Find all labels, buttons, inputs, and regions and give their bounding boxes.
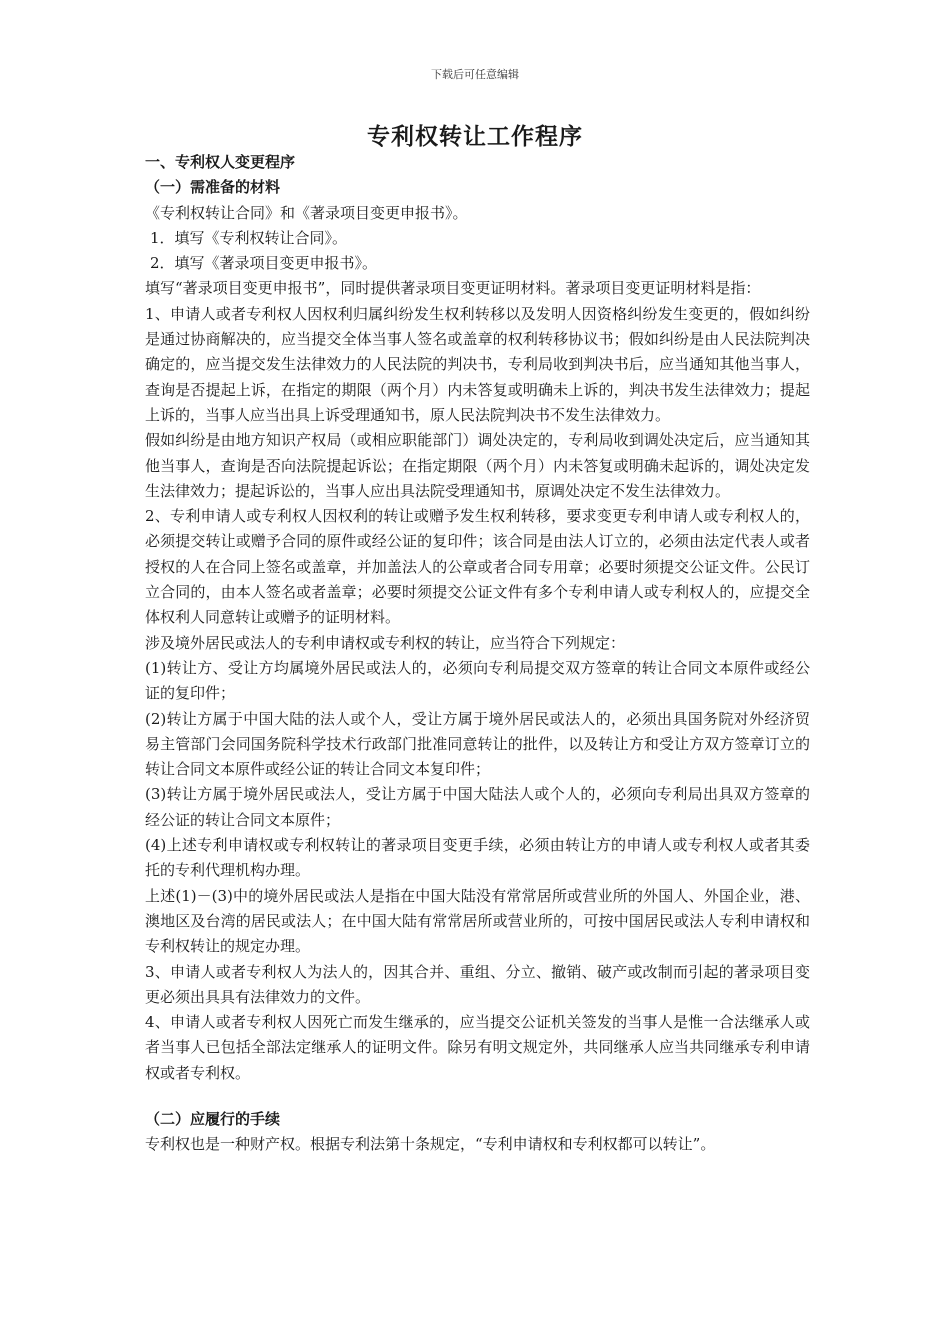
- header-note: 下载后可任意编辑: [431, 68, 519, 81]
- foreign-rule-1: (1)转让方、受让方均属境外居民或法人的，必须向专利局提交双方签章的转让合同文本原件或经公证的复印件；: [145, 658, 810, 703]
- foreign-rule-4: (4)上述专利申请权或专利权转让的著录项目变更手续，必须由转让方的申请人或专利权人或者其委托的专利代理机构办理。: [145, 836, 810, 880]
- document-body: [145, 150, 810, 1158]
- item-1: 1、申请人或者专利权人因权利归属纠纷发生权利转移以及发明人因资格纠纷发生变更的，假如纠纷是通过协商解决的，应当提交全体当事人签名或盖章的权利转移协议书；假如纠纷是由人民法院判决确定的，应当提交发生法律效力的人民法院的判决书，专利局收到判决书后，应当通知其他当事人，查询是否提起上诉，在指定的期限（两个月）内未答复或明确未上诉的，判决书发生法律效力；提起上诉的，当事人应当出具上诉受理通知书，原人民法院判决书不发生法律效力。: [145, 304, 810, 424]
- step-1: 1．填写《专利权转让合同》。: [150, 228, 348, 247]
- paragraph-gap: [145, 1086, 810, 1107]
- materials-intro: 《专利权转让合同》和《著录项目变更申报书》。: [145, 203, 468, 222]
- foreign-intro: 涉及境外居民或法人的专利申请权或专利权的转让，应当符合下列规定：: [145, 633, 626, 652]
- foreign-note: 上述(1)－(3)中的境外居民或法人是指在中国大陆没有常常居所或营业所的外国人、外国企业，港、澳地区及台湾的居民或法人；在中国大陆有常常居所或营业所的，可按中国居民或法人专利申请权和专利权转让的规定办理。: [145, 886, 810, 956]
- fill-note: 填写“著录项目变更申报书”，同时提供著录项目变更证明材料。著录项目变更证明材料是指：: [145, 279, 761, 298]
- item-3: 3、申请人或者专利权人为法人的，因其合并、重组、分立、撤销、破产或改制而引起的著录项目变更必须出具具有法律效力的文件。: [145, 962, 810, 1006]
- section-heading: 一、专利权人变更程序: [145, 153, 296, 171]
- foreign-rule-3: (3)转让方属于境外居民或法人，受让方属于中国大陆法人或个人的，必须向专利局出具双方签章的经公证的转让合同文本原件；: [145, 785, 810, 829]
- subsection-heading-materials: （一）需准备的材料: [145, 178, 281, 197]
- document-title: 专利权转让工作程序: [367, 123, 583, 150]
- step-2: 2．填写《著录项目变更申报书》。: [150, 254, 378, 273]
- procedures-text: 专利权也是一种财产权。根据专利法第十条规定，“专利申请权和专利权都可以转让”。: [145, 1135, 716, 1154]
- item-2: 2、专利申请人或专利权人因权利的转让或赠予发生权利转移，要求变更专利申请人或专利权人的，必须提交转让或赠予合同的原件或经公证的复印件；该合同是由法人订立的，必须由法定代表人或者授权的人在合同上签名或盖章，并加盖法人的公章或者合同专用章；必要时须提交公证文件。公民订立合同的，由本人签名或者盖章；必要时须提交公证文件有多个专利申请人或专利权人的，应提交全体权利人同意转让或赠予的证明材料。: [145, 507, 810, 627]
- subsection-heading-procedures: （二）应履行的手续: [145, 1109, 281, 1128]
- item-4: 4、申请人或者专利权人因死亡而发生继承的，应当提交公证机关签发的当事人是惟一合法继承人或者当事人已包括全部法定继承人的证明文件。除另有明文规定外，共同继承人应当共同继承专利申请权或者专利权。: [145, 1013, 810, 1082]
- foreign-rule-2: (2)转让方属于中国大陆的法人或个人，受让方属于境外居民或法人的，必须出具国务院对外经济贸易主管部门会同国务院科学技术行政部门批准同意转让的批件，以及转让方和受让方双方签章订立的转让合同文本原件或经公证的转让合同文本复印件；: [145, 709, 810, 779]
- item-1-continued: 假如纠纷是由地方知识产权局（或相应职能部门）调处决定的，专利局收到调处决定后，应当通知其他当事人，查询是否向法院提起诉讼；在指定期限（两个月）内未答复或明确未起诉的，调处决定发生法律效力；提起诉讼的，当事人应出具法院受理通知书，原调处决定不发生法律效力。: [145, 431, 810, 500]
